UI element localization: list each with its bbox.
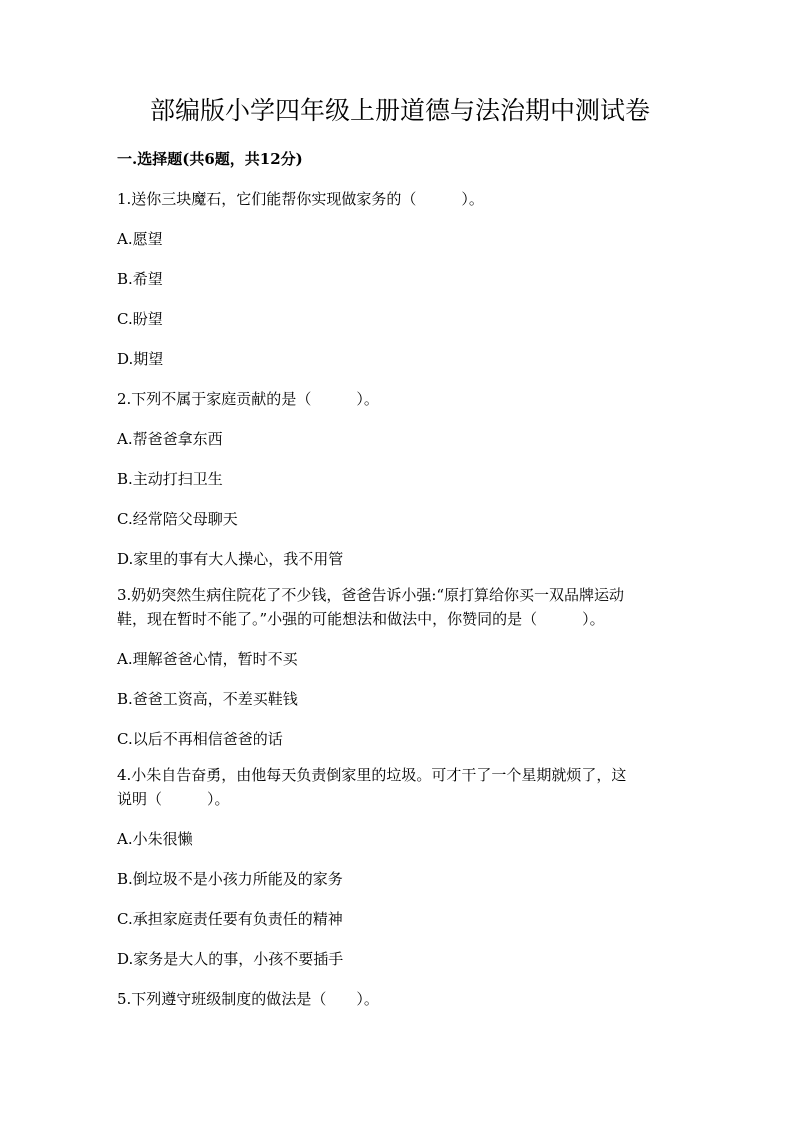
question-2-stem: 2.下列不属于家庭贡献的是（ ）。 <box>117 390 379 408</box>
question-4-option-c[interactable]: C.承担家庭责任要有负责任的精神 <box>117 910 343 928</box>
question-1-option-b[interactable]: B.希望 <box>117 270 163 288</box>
question-3-stem-line-2: 鞋，现在暂时不能了。”小强的可能想法和做法中，你赞同的是（ ）。 <box>117 610 605 628</box>
question-2-option-b[interactable]: B.主动打扫卫生 <box>117 470 223 488</box>
question-4-option-d[interactable]: D.家务是大人的事，小孩不要插手 <box>117 950 344 968</box>
question-1-option-c[interactable]: C.盼望 <box>117 310 163 328</box>
exam-title: 部编版小学四年级上册道德与法治期中测试卷 <box>149 96 650 125</box>
question-1-option-a[interactable]: A.愿望 <box>117 230 163 248</box>
question-3-option-c[interactable]: C.以后不再相信爸爸的话 <box>117 730 283 748</box>
question-3-option-b[interactable]: B.爸爸工资高，不差买鞋钱 <box>117 690 298 708</box>
question-4-stem-line-2: 说明（ ）。 <box>117 790 230 808</box>
question-2-option-d[interactable]: D.家里的事有大人操心，我不用管 <box>117 550 344 568</box>
question-1-option-d[interactable]: D.期望 <box>117 350 164 368</box>
question-2-option-c[interactable]: C.经常陪父母聊天 <box>117 510 238 528</box>
question-4-option-a[interactable]: A.小朱很懒 <box>117 830 193 848</box>
question-3-stem-line-1: 3.奶奶突然生病住院花了不少钱，爸爸告诉小强:“原打算给你买一双品牌运动 <box>117 586 625 604</box>
question-1-stem: 1.送你三块魔石，它们能帮你实现做家务的（ ）。 <box>117 190 484 208</box>
question-5-stem: 5.下列遵守班级制度的做法是（ ）。 <box>117 990 379 1008</box>
question-4-stem-line-1: 4.小朱自告奋勇，由他每天负责倒家里的垃圾。可才干了一个星期就烦了，这 <box>117 766 627 784</box>
question-3-option-a[interactable]: A.理解爸爸心情，暂时不买 <box>117 650 298 668</box>
section-heading: 一.选择题(共6题，共12分) <box>117 150 303 168</box>
question-2-option-a[interactable]: A.帮爸爸拿东西 <box>117 430 223 448</box>
question-4-option-b[interactable]: B.倒垃圾不是小孩力所能及的家务 <box>117 870 343 888</box>
